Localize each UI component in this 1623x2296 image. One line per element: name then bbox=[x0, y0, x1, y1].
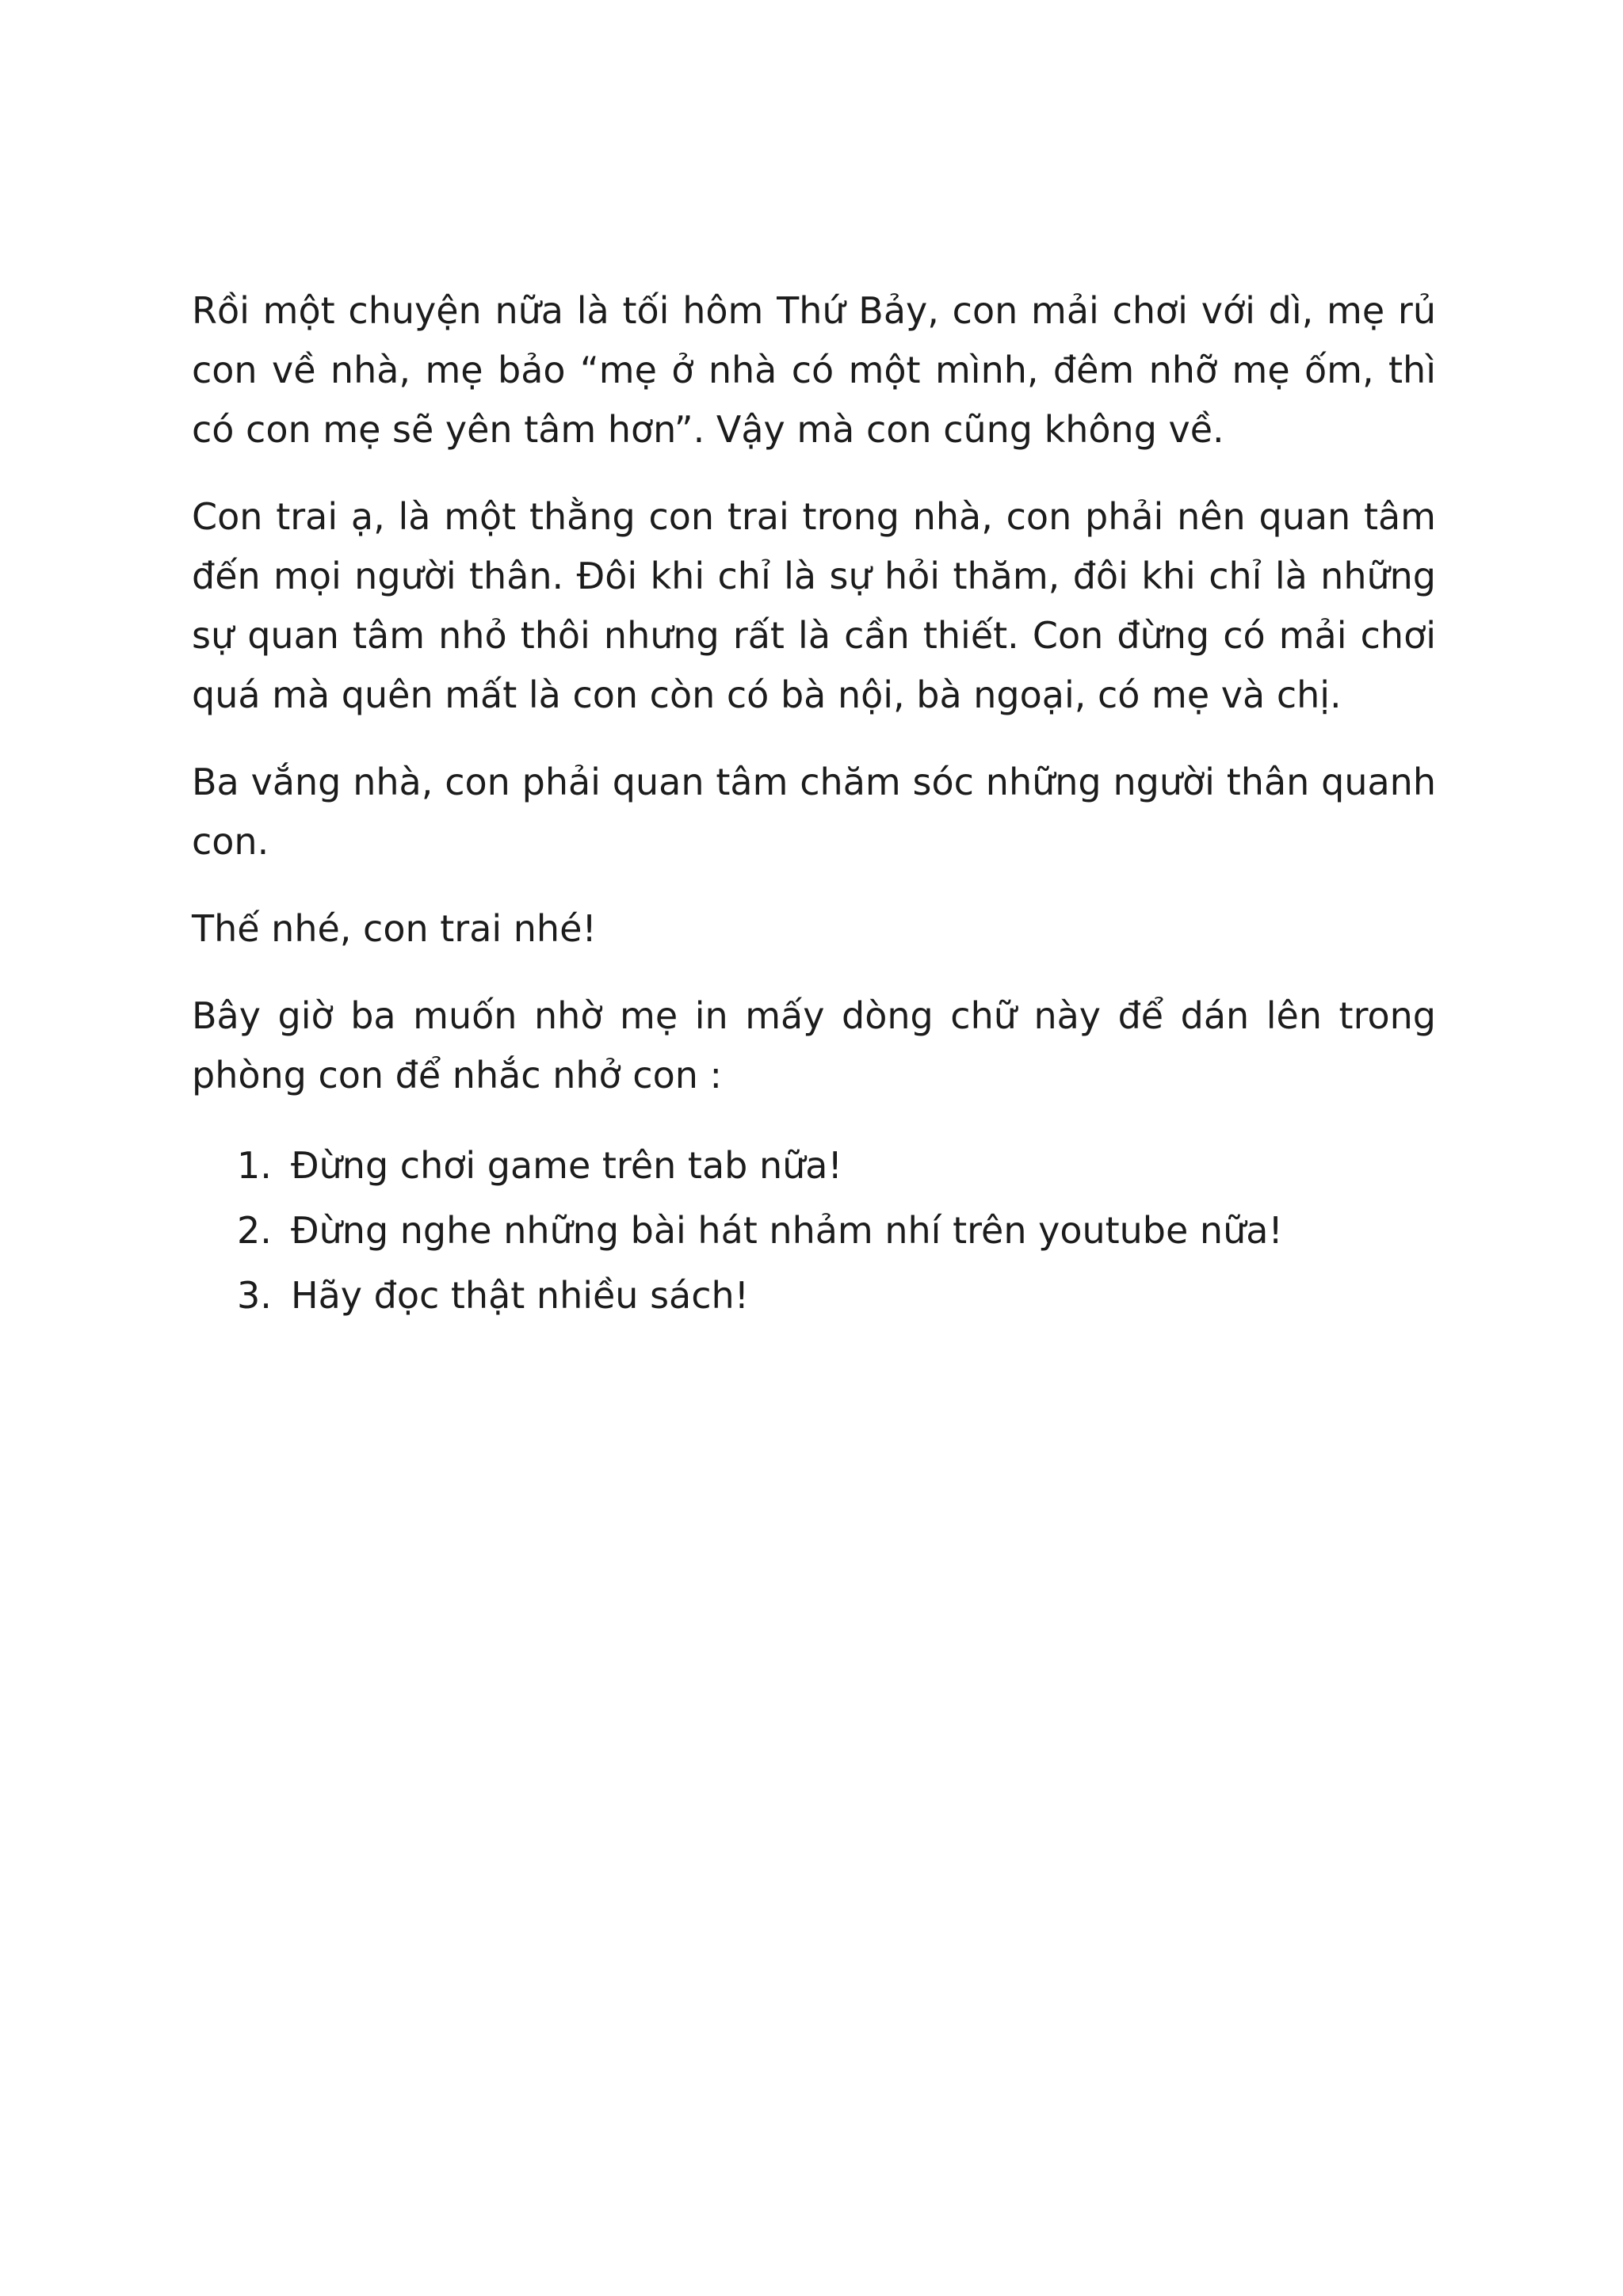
list-item-text: Đừng chơi game trên tab nữa! bbox=[291, 1144, 842, 1187]
list-item bbox=[192, 1198, 1436, 1263]
paragraph-saturday: Rồi một chuyện nữa là tối hôm Thứ Bảy, con mải chơi với dì, mẹ rủ con về nhà, mẹ bảo “mẹ ở nhà có một mình, đêm nhỡ mẹ ốm, thì có con mẹ sẽ yên tâm hơn”. Vậy mà con cũng không về. bbox=[192, 289, 1436, 451]
list-item-text: Hãy đọc thật nhiều sách! bbox=[291, 1274, 750, 1317]
list-item bbox=[192, 1133, 1436, 1198]
list-item-number: 1. bbox=[237, 1144, 272, 1187]
paragraph-print-note: Bây giờ ba muốn nhờ mẹ in mấy dòng chữ này để dán lên trong phòng con để nhắc nhở con : bbox=[192, 994, 1436, 1097]
list-item-number: 3. bbox=[237, 1274, 272, 1317]
letter-body bbox=[192, 281, 1436, 1328]
paragraph-dad-away: Ba vắng nhà, con phải quan tâm chăm sóc những người thân quanh con. bbox=[192, 761, 1436, 863]
reminder-list bbox=[192, 1133, 1436, 1328]
paragraph-care-family: Con trai ạ, là một thằng con trai trong nhà, con phải nên quan tâm đến mọi người thân. Đôi khi chỉ là sự hỏi thăm, đôi khi chỉ là những sự quan tâm nhỏ thôi nhưng rất là cần thiết. Con đừng có mải chơi quá mà quên mất là con còn có bà nội, bà ngoại, có mẹ và chị. bbox=[192, 495, 1436, 716]
list-item bbox=[192, 1263, 1436, 1328]
paragraph-closing: Thế nhé, con trai nhé! bbox=[192, 907, 597, 950]
list-item-text: Đừng nghe những bài hát nhảm nhí trên youtube nữa! bbox=[291, 1209, 1283, 1252]
list-item-number: 2. bbox=[237, 1209, 272, 1252]
